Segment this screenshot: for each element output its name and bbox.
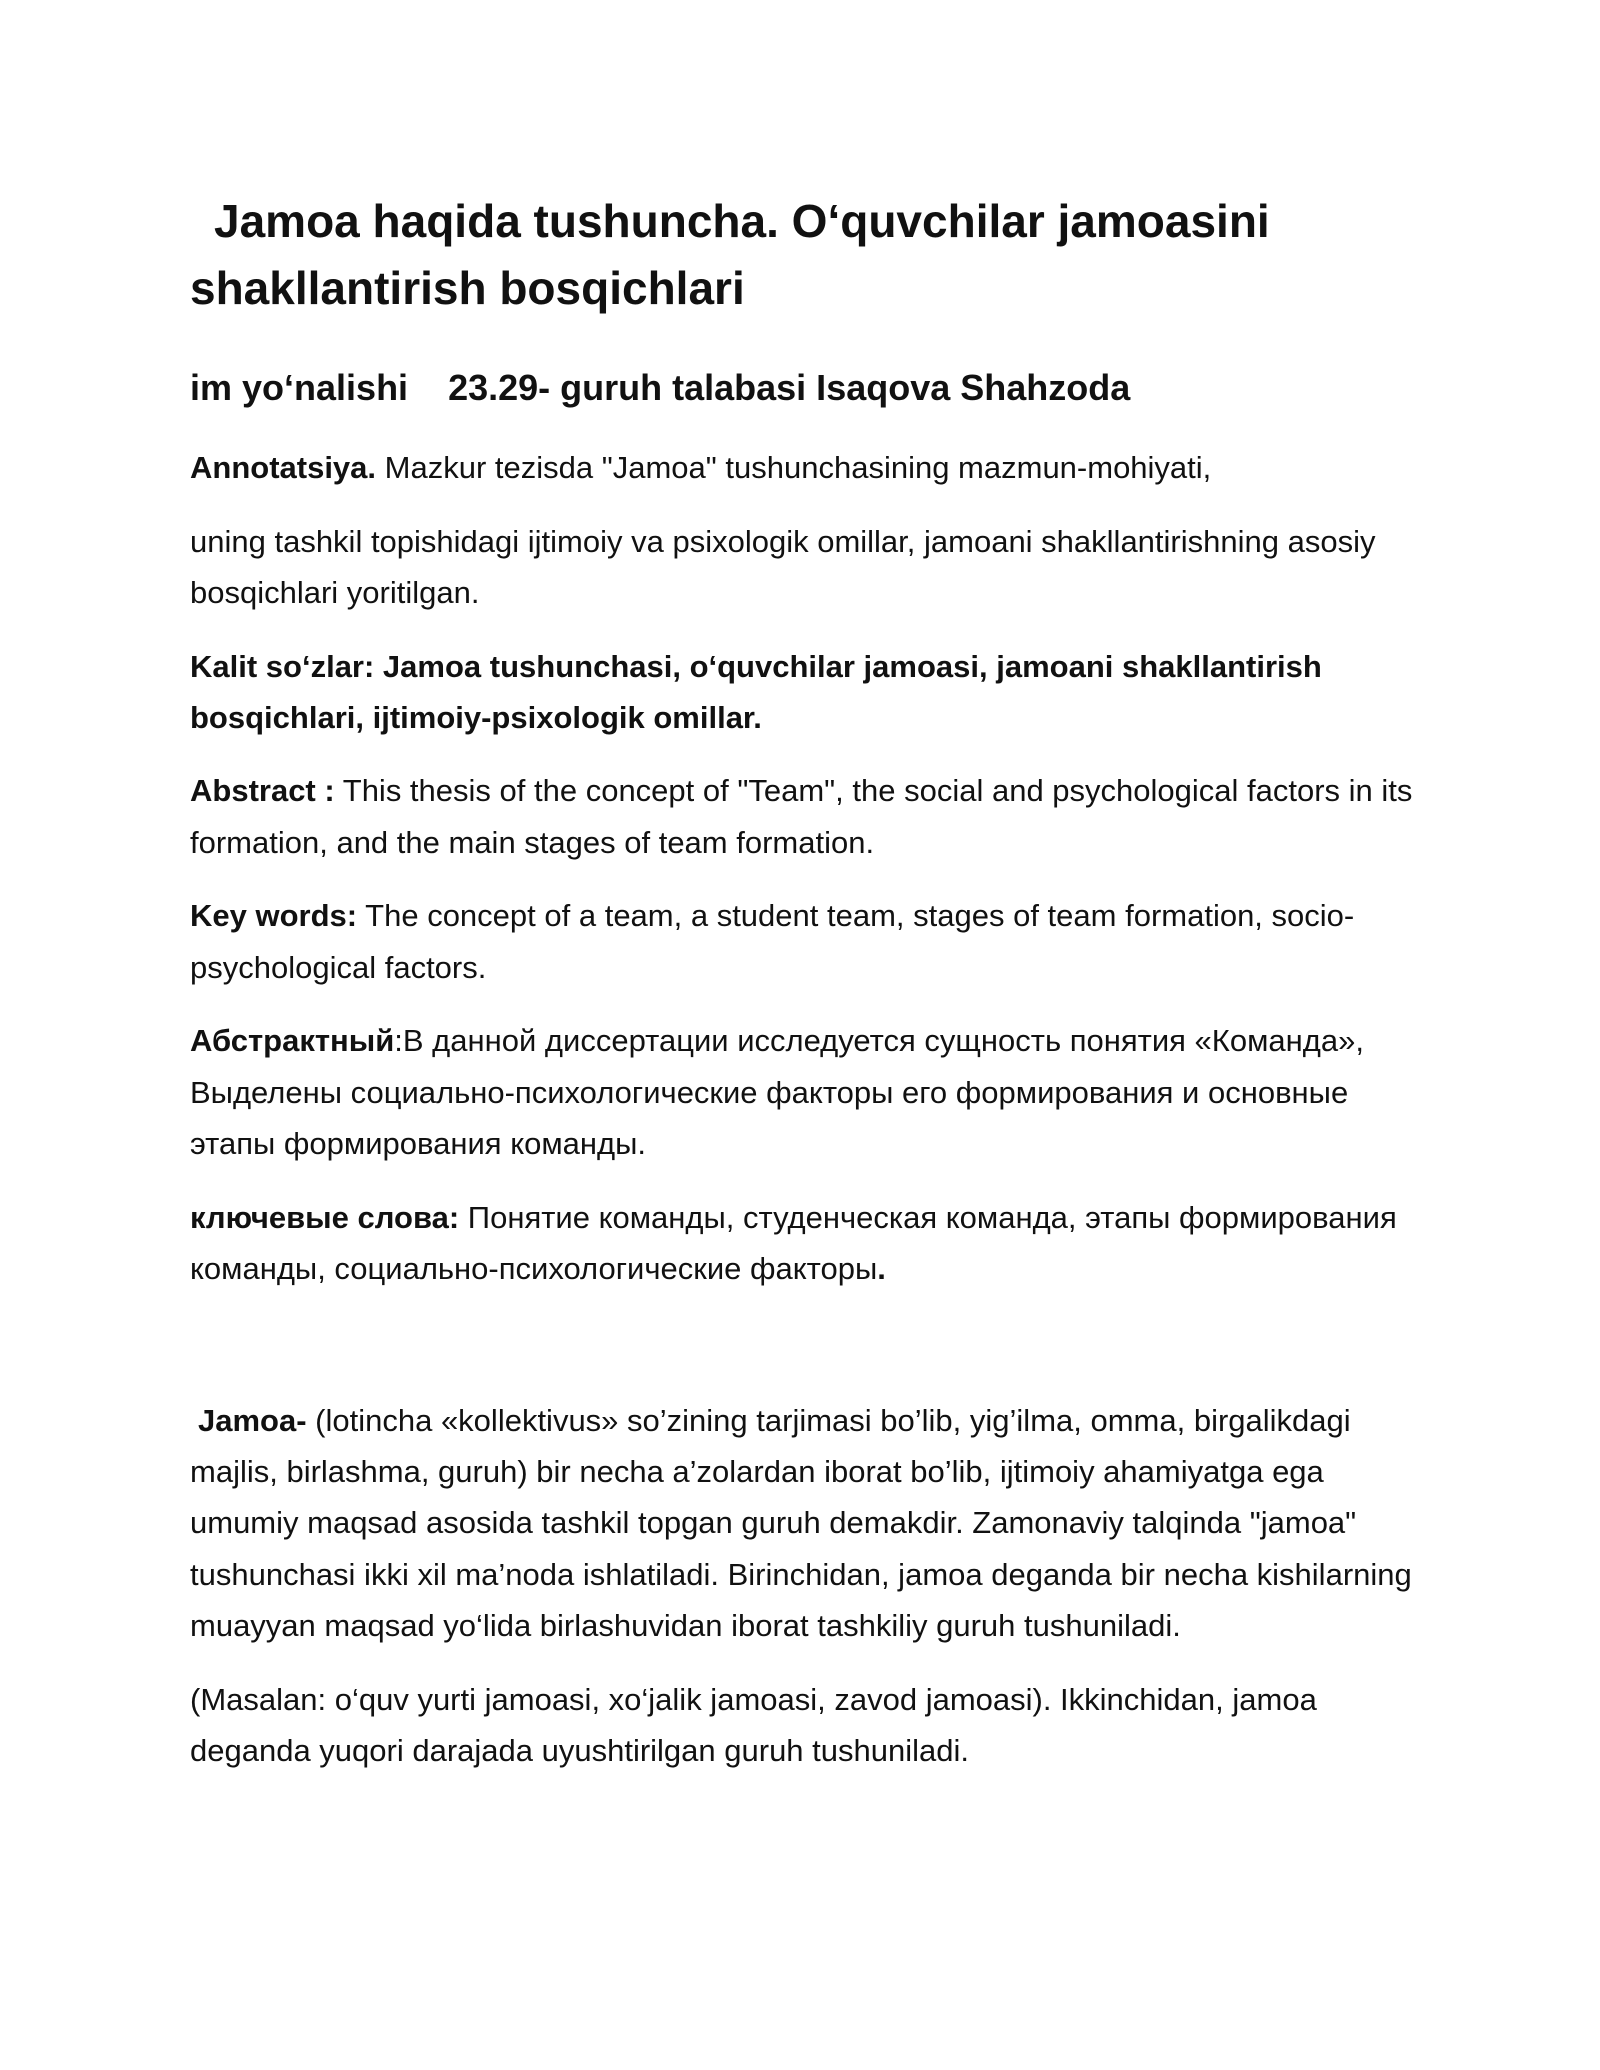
annotation-label: Annotatsiya. — [190, 450, 377, 486]
abstract-en-text: This thesis of the concept of "Team", the social and psychological factors in its formation, and the main stages of team formation. — [190, 773, 1413, 860]
keywords-ru-end: . — [877, 1251, 886, 1287]
title-line-2: shakllantirish bosqichlari — [190, 261, 745, 314]
keywords-en-label: Key words: — [190, 898, 358, 934]
body-paragraph-1 — [190, 1395, 1440, 1652]
abstract-ru-text: :В данной диссертации исследуется сущность понятия «Команда», Выделены социально-психологические факторы его формирования и основные этапы формирования команды. — [190, 1023, 1364, 1162]
title-line-1: Jamoa haqida tushuncha. O‘quvchilar jamoasini — [214, 195, 1270, 247]
abstract-ru-label: Абстрактный — [190, 1023, 395, 1059]
body-term-label: Jamoa- — [198, 1402, 307, 1438]
keywords-ru-label: ключевые слова: — [190, 1199, 460, 1235]
abstract-en-paragraph — [190, 765, 1440, 868]
body-paragraph-2: (Masalan: o‘quv yurti jamoasi, xo‘jalik jamoasi, zavod jamoasi). Ikkinchidan, jamoa deganda yuqori darajada uyushtirilgan guruh tushuniladi. — [190, 1681, 1317, 1769]
author-line: im yo‘nalishi 23.29- guruh talabasi Isaqova Shahzoda — [190, 367, 1131, 409]
keywords-en-paragraph — [190, 890, 1440, 993]
annotation-text-line1: Mazkur tezisda "Jamoa" tushunchasining mazmun-mohiyati, — [376, 450, 1212, 486]
keywords-ru-paragraph — [190, 1192, 1440, 1295]
body-paragraph-1-text: (lotincha «kollektivus» so’zining tarjimasi bo’lib, yig’ilma, omma, birgalikdagi majlis, birlashma, guruh) bir necha a’zolardan iborat bo’lib, ijtimoiy ahamiyatga ega umumiy maqsad asosida tashkil topgan guruh demakdir. Zamonaviy talqinda "jamoa" tushunchasi ikki xil ma’noda ishlatiladi. Birinchidan, jamoa deganda bir necha kishilarning muayyan maqsad yo‘lida birlashuvidan iborat tashkiliy guruh tushuniladi. — [190, 1402, 1412, 1644]
annotation-continuation: uning tashkil topishidagi ijtimoiy va psixologik omillar, jamoani shakllantirishning asosiy bosqichlari yoritilgan. — [190, 523, 1376, 611]
keywords-en-text: The concept of a team, a student team, stages of team formation, socio-psychological factors. — [190, 898, 1355, 985]
abstract-ru-paragraph — [190, 1015, 1440, 1169]
keywords-uz-paragraph: Kalit so‘zlar: Jamoa tushunchasi, o‘quvchilar jamoasi, jamoani shakllantirish bosqichlari, ijtimoiy-psixologik omillar. — [190, 648, 1322, 735]
document-content — [190, 188, 1440, 1777]
keywords-ru-text: Понятие команды, студенческая команда, этапы формирования команды, социально-психологические факторы — [190, 1199, 1397, 1287]
abstract-en-label: Abstract : — [190, 773, 335, 809]
annotation-paragraph — [190, 442, 1440, 493]
page-title — [190, 188, 1440, 321]
